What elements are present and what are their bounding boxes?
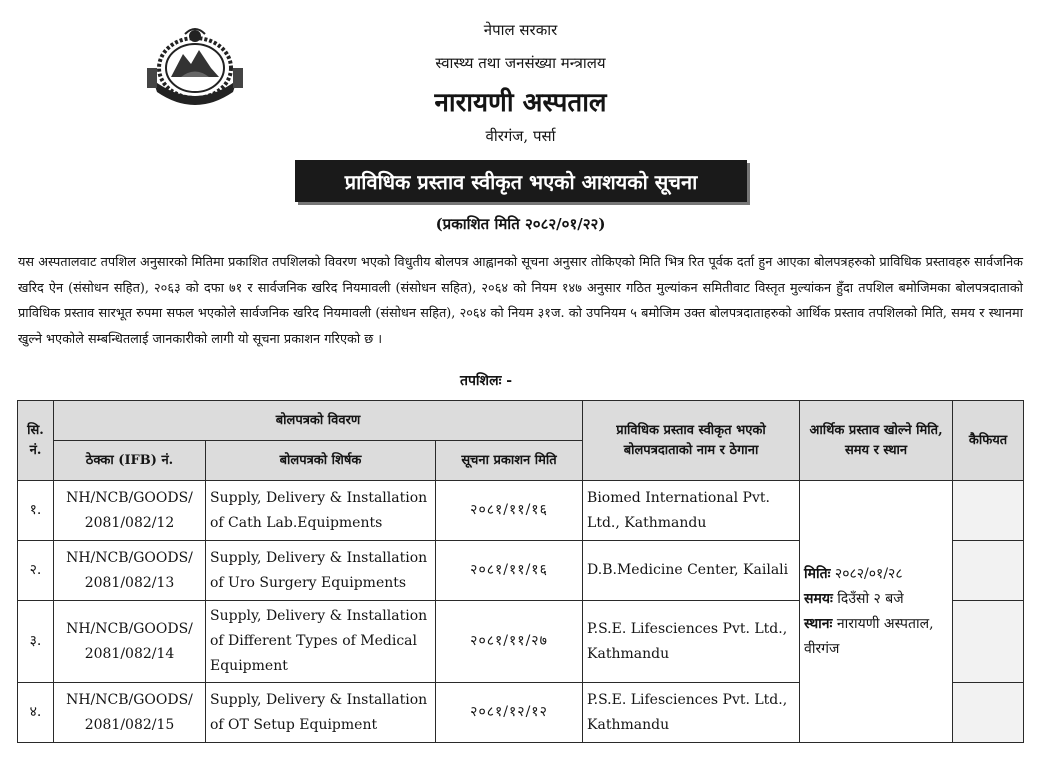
header-contract-no: ठेक्का (IFB) नं. bbox=[54, 441, 206, 481]
row-contract-no: NH/NCB/GOODS/ 2081/082/15 bbox=[54, 683, 206, 743]
opening-time bbox=[804, 587, 948, 612]
row-notice-date: २०८१/११/१६ bbox=[436, 541, 583, 601]
row-contract-no: NH/NCB/GOODS/ 2081/082/14 bbox=[54, 601, 206, 683]
notice-body: यस अस्पतालवाट तपशिल अनुसारको मितिमा प्रकाशित तपशिलको विवरण भएको विधुतीय बोलपत्र आह्वानको सूचना अनुसार तोकिएको मिति भित्र रित पूर्वक दर्ता हुन आएका बोलपत्रहरुको प्राविधिक प्रस्तावहरु सार्वजनिक खरिद ऐन (संसोधन सहित), २०६३ को दफा ७१ र सार्वजनिक खरिद नियमावली (संसोधन सहित), २०६४ को नियम १४७ अनुसार गठित मुल्यांकन समितीवाट विस्तृत मुल्यांकन हुँदा तपशिल बमोजिमका बोलपत्रदाताको प्राविधिक प्रस्ताव सारभूत रुपमा सफल भएकोले सार्वजनिक खरिद नियमावली (संसोधन सहित), २०६४ को नियम ३१ज. को उपनियम ५ बमोजिम उक्त बोलपत्रदाताहरुको आर्थिक प्रस्ताव तपशिलको मिति, समय र स्थानमा खुल्ने भएकोले सम्बन्धितलाई जानकारीको लागी यो सूचना प्रकाशन गरिएको छ । bbox=[18, 255, 1023, 347]
row-contract-no: NH/NCB/GOODS/ 2081/082/12 bbox=[54, 481, 206, 541]
hospital-location: वीरगंज, पर्सा bbox=[485, 127, 556, 145]
header-remarks: कैफियत bbox=[953, 401, 1024, 481]
row-sn: १. bbox=[18, 481, 54, 541]
header-financial-opening: आर्थिक प्रस्ताव खोल्ने मिति, समय र स्थान bbox=[800, 401, 953, 481]
header-bid-title: बोलपत्रको शिर्षक bbox=[206, 441, 436, 481]
details-label: तपशिलः - bbox=[460, 373, 513, 389]
financial-opening-details bbox=[800, 481, 953, 743]
row-bidder: Biomed International Pvt. Ltd., Kathmandu bbox=[583, 481, 800, 541]
opening-date-label: मितिः bbox=[804, 565, 831, 582]
row-title: Supply, Delivery & Installation of Cath Lab.Equipments bbox=[206, 481, 436, 541]
header-bid-details: बोलपत्रको विवरण bbox=[54, 401, 583, 441]
row-contract-no: NH/NCB/GOODS/ 2081/082/13 bbox=[54, 541, 206, 601]
opening-date bbox=[804, 562, 948, 587]
notice-title: प्राविधिक प्रस्ताव स्वीकृत भएको आशयको सूचना bbox=[295, 160, 747, 202]
row-bidder: P.S.E. Lifesciences Pvt. Ltd., Kathmandu bbox=[583, 601, 800, 683]
hospital-name: नारायणी अस्पताल bbox=[434, 88, 607, 118]
row-remarks bbox=[953, 683, 1024, 743]
opening-date-value: २०८२/०१/२८ bbox=[834, 565, 903, 582]
header-accepted-bidder: प्राविधिक प्रस्ताव स्वीकृत भएको बोलपत्रदाताको नाम र ठेगाना bbox=[583, 401, 800, 481]
row-sn: ४. bbox=[18, 683, 54, 743]
row-bidder: D.B.Medicine Center, Kailali bbox=[583, 541, 800, 601]
published-date: (प्रकाशित मिति २०८२/०१/२२) bbox=[435, 215, 606, 233]
header-notice-date: सूचना प्रकाशन मिति bbox=[436, 441, 583, 481]
header-sn: सि. नं. bbox=[18, 401, 54, 481]
opening-place-value: नारायणी अस्पताल, वीरगंज bbox=[804, 615, 934, 657]
row-notice-date: २०८१/११/२७ bbox=[436, 601, 583, 683]
row-title: Supply, Delivery & Installation of Uro Surgery Equipments bbox=[206, 541, 436, 601]
row-bidder: P.S.E. Lifesciences Pvt. Ltd., Kathmandu bbox=[583, 683, 800, 743]
row-title: Supply, Delivery & Installation of Different Types of Medical Equipment bbox=[206, 601, 436, 683]
opening-time-value: दिउँसो २ बजे bbox=[837, 590, 904, 607]
row-remarks bbox=[953, 481, 1024, 541]
government-name: नेपाल सरकार bbox=[483, 21, 558, 39]
row-remarks bbox=[953, 541, 1024, 601]
bid-table bbox=[17, 400, 1024, 743]
opening-time-label: समयः bbox=[804, 590, 833, 607]
row-notice-date: २०८१/१२/१२ bbox=[436, 683, 583, 743]
row-sn: २. bbox=[18, 541, 54, 601]
row-sn: ३. bbox=[18, 601, 54, 683]
row-title: Supply, Delivery & Installation of OT Setup Equipment bbox=[206, 683, 436, 743]
row-notice-date: २०८१/११/१६ bbox=[436, 481, 583, 541]
opening-place-label: स्थानः bbox=[804, 615, 833, 632]
table-row bbox=[18, 481, 1024, 541]
ministry-name: स्वास्थ्य तथा जनसंख्या मन्त्रालय bbox=[435, 54, 606, 72]
row-remarks bbox=[953, 601, 1024, 683]
opening-place bbox=[804, 612, 948, 662]
